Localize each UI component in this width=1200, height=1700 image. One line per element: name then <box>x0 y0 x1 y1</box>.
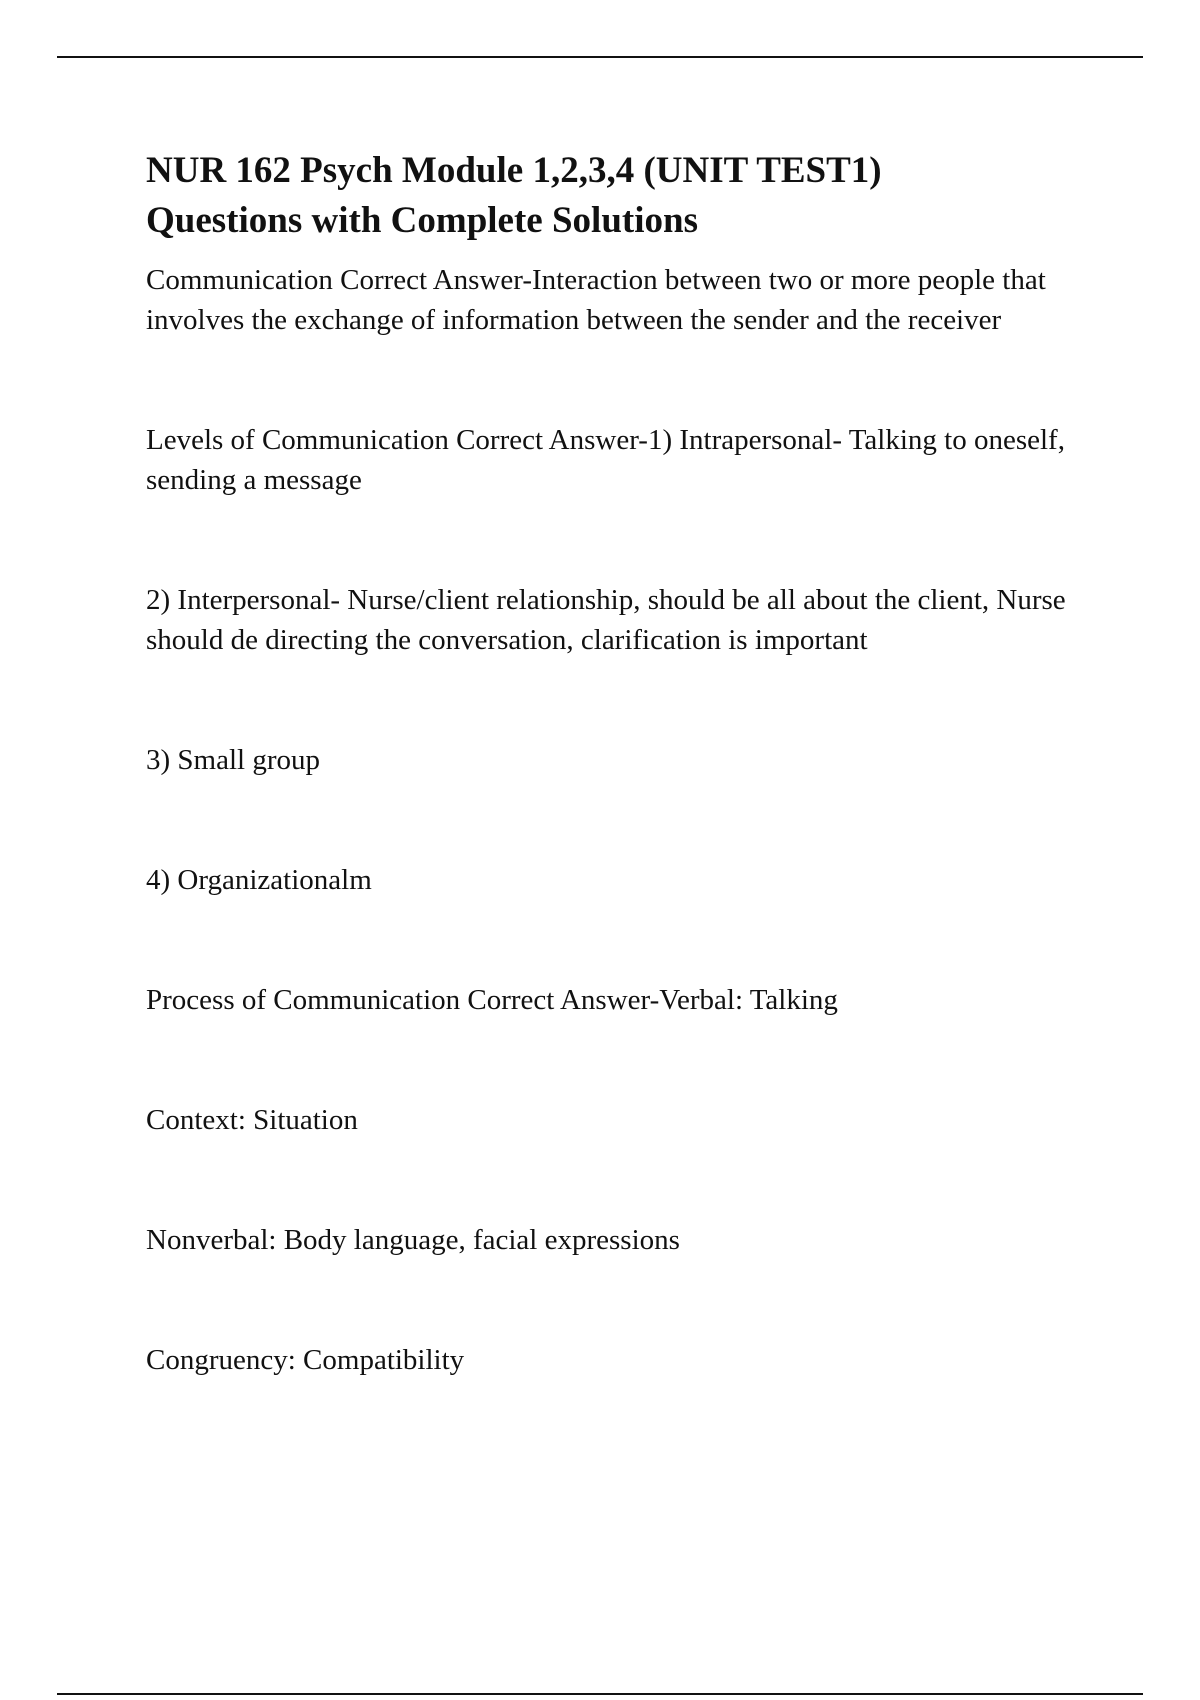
paragraph-process-of-communication: Process of Communication Correct Answer-Verbal: Talking <box>146 984 838 1016</box>
paragraph-organizational: 4) Organizationalm <box>146 864 372 896</box>
paragraph-communication: Communication Correct Answer-Interaction between two or more people that involves the exchange of information between the sender and the receiver <box>146 264 1046 336</box>
bottom-divider <box>57 1693 1143 1695</box>
paragraph-interpersonal: 2) Interpersonal- Nurse/client relationship, should be all about the client, Nurse should de directing the conversation, clarification is important <box>146 584 1066 656</box>
paragraph-context: Context: Situation <box>146 1104 358 1136</box>
paragraph-nonverbal: Nonverbal: Body language, facial expressions <box>146 1224 680 1256</box>
top-divider <box>57 56 1143 58</box>
paragraph-levels-of-communication: Levels of Communication Correct Answer-1) Intrapersonal- Talking to oneself, sending a message <box>146 424 1065 496</box>
paragraph-congruency: Congruency: Compatibility <box>146 1344 465 1376</box>
title-line-2: Questions with Complete Solutions <box>146 200 698 241</box>
document-body <box>146 146 1096 1380</box>
paragraph-small-group: 3) Small group <box>146 744 320 776</box>
title-line-1: NUR 162 Psych Module 1,2,3,4 (UNIT TEST1) <box>146 150 882 191</box>
document-title <box>146 146 1096 246</box>
